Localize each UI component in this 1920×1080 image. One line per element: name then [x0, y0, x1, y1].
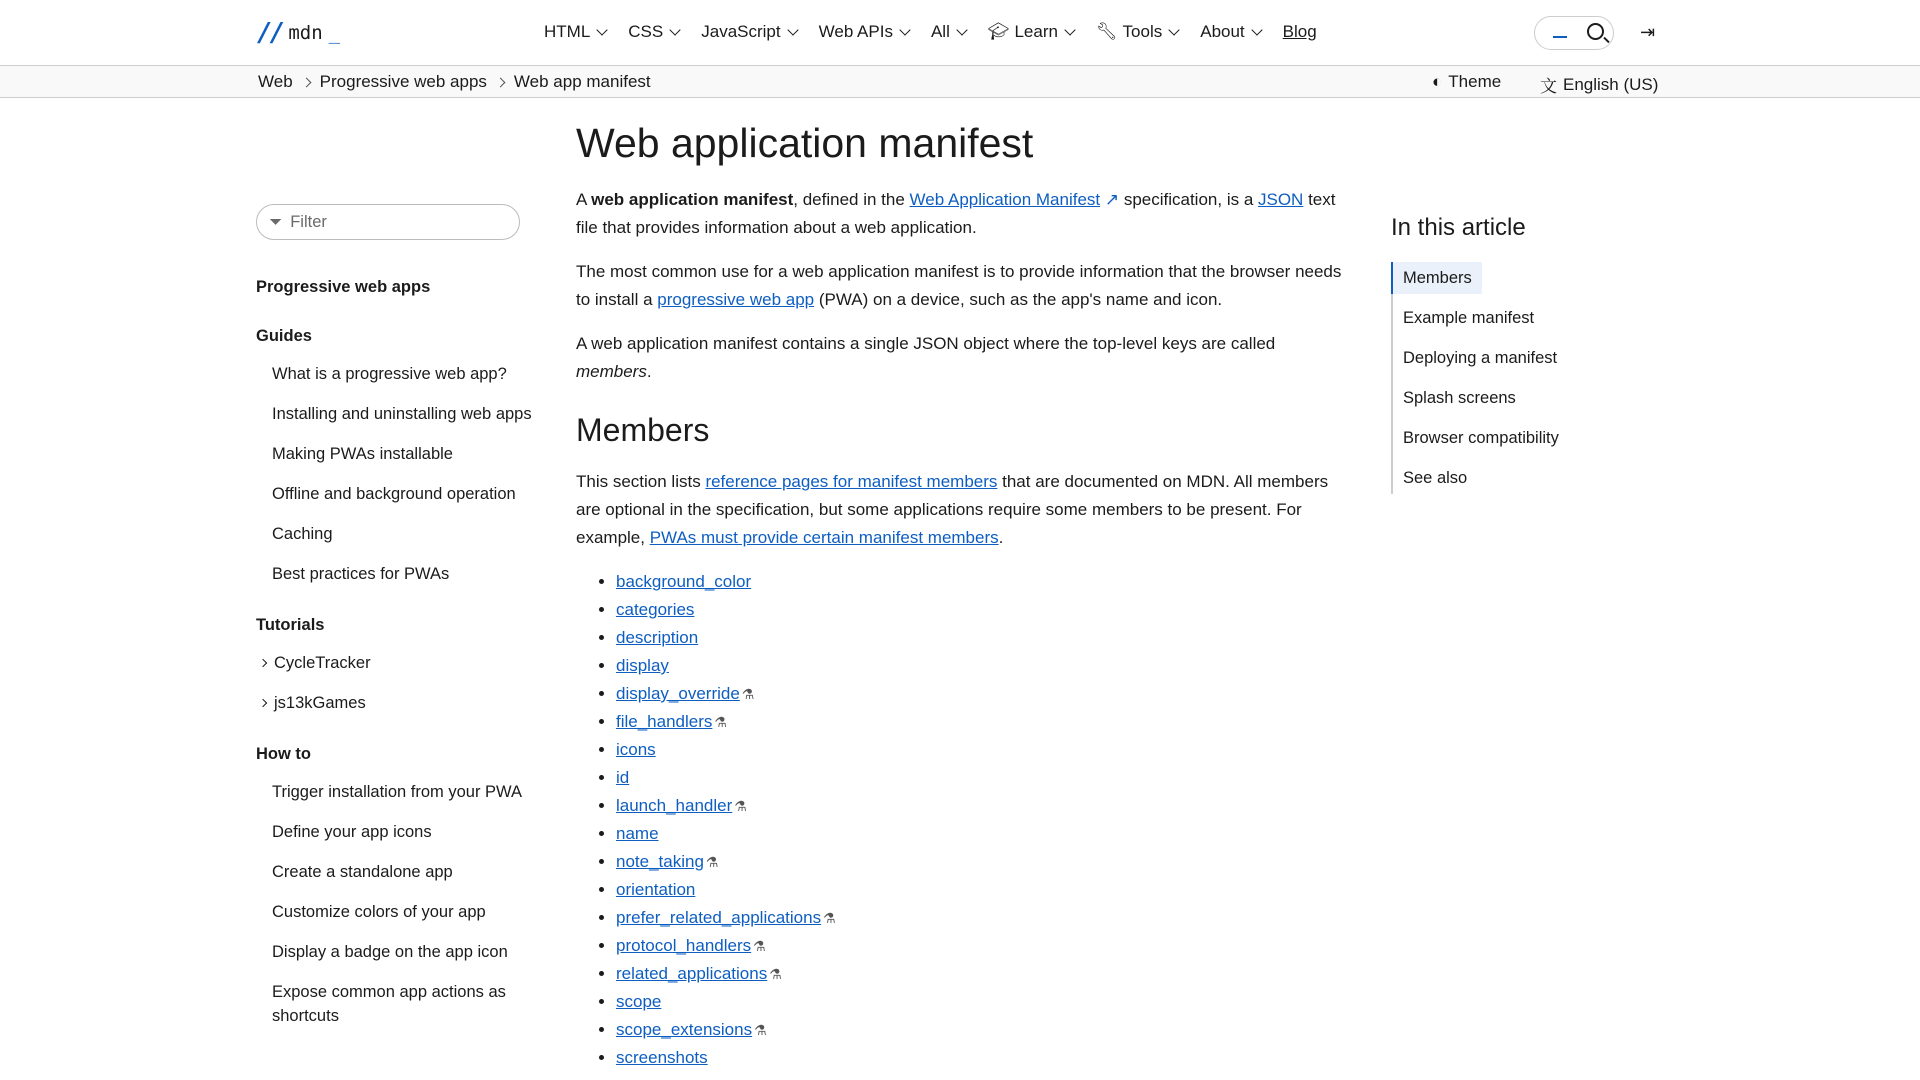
- nav-learn[interactable]: 🎓︎ Learn: [988, 22, 1074, 42]
- list-item: [616, 960, 1346, 988]
- toc-item[interactable]: Members: [1391, 262, 1482, 294]
- sidebar-heading-guides: Guides: [256, 327, 312, 345]
- chevron-right-icon: [301, 77, 311, 87]
- sidebar-title[interactable]: Progressive web apps: [256, 278, 431, 296]
- sidebar-item-cycletracker[interactable]: CycleTracker: [260, 651, 546, 675]
- sidebar-item[interactable]: Customize colors of your app: [272, 903, 486, 921]
- sidebar-heading-tutorials: Tutorials: [256, 616, 325, 634]
- wrench-icon: 🔧︎: [1095, 22, 1118, 41]
- list-item: [616, 820, 1346, 848]
- reference-pages-link[interactable]: reference pages for manifest members: [705, 472, 998, 491]
- paragraph: This section lists reference pages for manifest members that are documented on MDN. All members are optional in the specification, but some applications require some members to be present. For example, PWAs must provide certain manifest members.: [576, 472, 1329, 547]
- chevron-right-icon: [259, 659, 267, 667]
- members-heading: Members: [576, 412, 710, 448]
- login-icon[interactable]: ⇥: [1640, 22, 1656, 42]
- nav-tools[interactable]: 🔧︎ Tools: [1096, 22, 1178, 42]
- member-link[interactable]: background_color: [616, 572, 752, 591]
- experimental-flask-icon: ⚗: [705, 854, 719, 870]
- chevron-down-icon: [597, 24, 608, 35]
- nav-about[interactable]: About: [1200, 22, 1260, 42]
- sidebar-item-js13kgames[interactable]: js13kGames: [260, 691, 546, 715]
- search-button[interactable]: [1534, 16, 1614, 50]
- chevron-right-icon: [259, 699, 267, 707]
- member-link[interactable]: name: [616, 824, 659, 843]
- nav-all[interactable]: All: [931, 22, 966, 42]
- toc-item[interactable]: Example manifest: [1403, 309, 1535, 327]
- chevron-down-icon: [1064, 24, 1075, 35]
- nav-javascript[interactable]: JavaScript: [701, 22, 796, 42]
- nav-html[interactable]: HTML: [544, 22, 606, 42]
- sidebar-item[interactable]: Create a standalone app: [272, 863, 453, 881]
- toc-heading: In this article: [1391, 214, 1526, 241]
- sidebar-item[interactable]: Installing and uninstalling web apps: [272, 405, 532, 423]
- members-list: [576, 568, 1346, 1072]
- experimental-flask-icon: ⚗: [769, 966, 782, 982]
- list-item: [616, 680, 1346, 708]
- list-item: [616, 736, 1346, 764]
- member-link[interactable]: categories: [616, 600, 695, 619]
- external-link-icon: ↗: [1100, 190, 1120, 209]
- toc-item[interactable]: Deploying a manifest: [1403, 349, 1558, 367]
- filter-input[interactable]: ⏷ Filter: [256, 204, 520, 240]
- list-item: [616, 904, 1346, 932]
- logo-mark-icon: //: [257, 18, 283, 48]
- chevron-down-icon: [1169, 24, 1180, 35]
- breadcrumb: [258, 72, 651, 92]
- theme-button[interactable]: ◐ Theme: [1432, 72, 1502, 91]
- spec-link[interactable]: Web Application Manifest: [909, 190, 1101, 209]
- nav-blog[interactable]: Blog: [1282, 22, 1317, 41]
- sidebar-item[interactable]: Making PWAs installable: [272, 445, 453, 463]
- paragraph: A web application manifest contains a single JSON object where the top-level keys are called members.: [576, 334, 1276, 381]
- filter-icon: ⏷: [269, 212, 283, 231]
- translate-icon: 文: [1540, 77, 1557, 96]
- breadcrumb-current[interactable]: Web app manifest: [513, 72, 651, 91]
- sidebar-item[interactable]: What is a progressive web app?: [272, 365, 507, 383]
- language-button[interactable]: 文 English (US): [1540, 72, 1658, 97]
- sidebar-item[interactable]: Define your app icons: [272, 823, 432, 841]
- list-item: [616, 708, 1346, 736]
- paragraph: The most common use for a web application manifest is to provide information that the browser needs to install a progressive web app (PWA) on a device, such as the app's name and icon.: [576, 262, 1342, 309]
- list-item: [616, 1044, 1346, 1072]
- member-link[interactable]: screenshots: [616, 1048, 708, 1067]
- list-item: [616, 652, 1346, 680]
- list-item: [616, 596, 1346, 624]
- toc-item[interactable]: Browser compatibility: [1403, 429, 1559, 447]
- member-link[interactable]: id: [616, 768, 630, 787]
- experimental-flask-icon: ⚗: [753, 938, 766, 954]
- member-link[interactable]: scope_extensions: [616, 1020, 753, 1039]
- list-item: [616, 848, 1346, 876]
- chevron-down-icon: [1251, 24, 1262, 35]
- sidebar-item[interactable]: Trigger installation from your PWA: [272, 783, 523, 801]
- experimental-flask-icon: ⚗: [714, 714, 727, 730]
- experimental-flask-icon: ⚗: [734, 798, 747, 814]
- main-menu: [544, 22, 1317, 42]
- list-item: [616, 764, 1346, 792]
- top-navigation: [0, 0, 1920, 66]
- chevron-right-icon: [495, 77, 505, 87]
- mdn-logo[interactable]: // mdn _: [257, 18, 341, 48]
- list-item: [616, 932, 1346, 960]
- sidebar: [256, 204, 546, 1028]
- chevron-down-icon: [956, 24, 967, 35]
- breadcrumb-bar: [0, 66, 1920, 98]
- sidebar-item[interactable]: Caching: [272, 525, 333, 543]
- member-link[interactable]: orientation: [616, 880, 696, 899]
- member-link[interactable]: file_handlers: [616, 712, 713, 731]
- theme-icon: ◐: [1432, 72, 1443, 91]
- pwa-members-link[interactable]: PWAs must provide certain manifest members: [649, 528, 999, 547]
- list-item: [616, 624, 1346, 652]
- json-link[interactable]: JSON: [1258, 190, 1304, 209]
- member-link[interactable]: icons: [616, 740, 656, 759]
- list-item: [616, 1016, 1346, 1044]
- search-icon: [1587, 23, 1604, 40]
- member-link[interactable]: note_taking: [616, 852, 704, 871]
- chevron-down-icon: [670, 24, 681, 35]
- list-item: [616, 876, 1346, 904]
- chevron-down-icon: [899, 24, 910, 35]
- member-link[interactable]: related_applications: [616, 964, 768, 983]
- sidebar-item[interactable]: Best practices for PWAs: [272, 565, 450, 583]
- member-link[interactable]: display_override: [616, 684, 740, 703]
- nav-css[interactable]: CSS: [628, 22, 679, 42]
- experimental-flask-icon: ⚗: [741, 686, 755, 702]
- table-of-contents: [1391, 214, 1569, 502]
- nav-web-apis[interactable]: Web APIs: [819, 22, 909, 42]
- sidebar-heading-howto: How to: [256, 745, 311, 763]
- chevron-down-icon: [787, 24, 798, 35]
- breadcrumb-web[interactable]: Web: [258, 72, 293, 91]
- member-link[interactable]: protocol_handlers: [616, 936, 752, 955]
- sidebar-item[interactable]: Display a badge on the app icon: [272, 943, 508, 961]
- member-link[interactable]: scope: [616, 992, 662, 1011]
- list-item: [616, 568, 1346, 596]
- article: [576, 118, 1346, 1072]
- pwa-link[interactable]: progressive web app: [657, 290, 815, 309]
- member-link[interactable]: launch_handler: [616, 796, 733, 815]
- experimental-flask-icon: ⚗: [754, 1022, 767, 1038]
- page-title: Web application manifest: [576, 120, 1034, 166]
- sidebar-item[interactable]: Offline and background operation: [272, 485, 516, 503]
- member-link[interactable]: display: [616, 656, 669, 675]
- sidebar-item[interactable]: Expose common app actions as shortcuts: [272, 983, 506, 1025]
- graduation-cap-icon: 🎓︎: [987, 22, 1010, 41]
- toc-item[interactable]: See also: [1403, 469, 1468, 487]
- toc-item[interactable]: Splash screens: [1403, 389, 1516, 407]
- list-item: [616, 792, 1346, 820]
- experimental-flask-icon: ⚗: [823, 910, 836, 926]
- list-item: [616, 988, 1346, 1016]
- breadcrumb-pwa[interactable]: Progressive web apps: [319, 72, 487, 91]
- intro-paragraph: A web application manifest, defined in the Web Application Manifest ↗ specification, is a JSON text file that provides information about a web application.: [576, 190, 1336, 237]
- member-link[interactable]: prefer_related_applications: [616, 908, 822, 927]
- member-link[interactable]: description: [616, 628, 699, 647]
